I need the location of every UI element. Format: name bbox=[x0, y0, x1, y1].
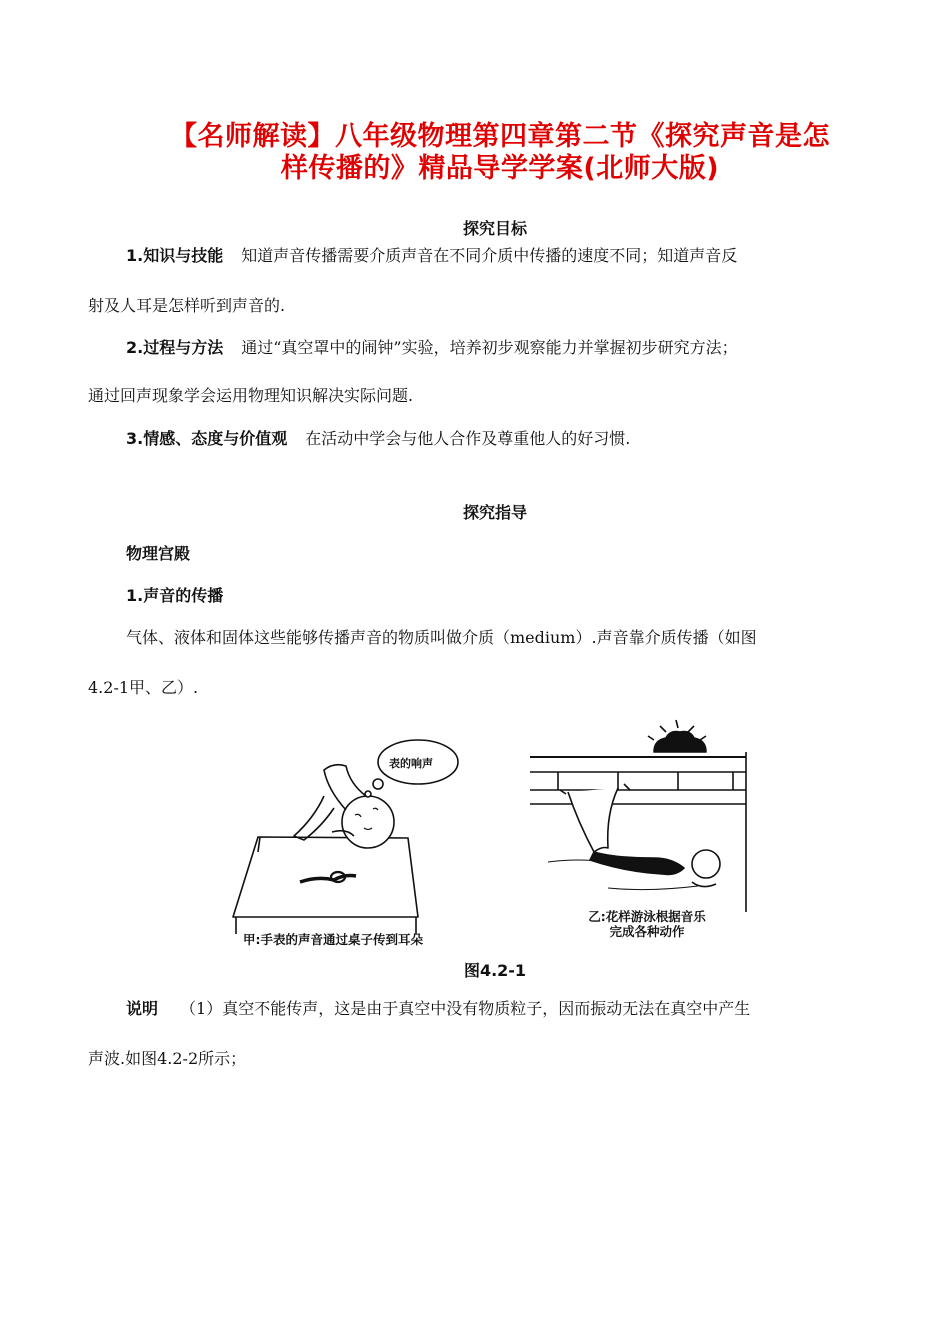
note-line-1 bbox=[126, 998, 906, 1020]
goal-item-1 bbox=[126, 245, 906, 267]
document-title-line-1: 【名师解读】八年级物理第四章第二节《探究声音是怎 bbox=[170, 121, 830, 152]
section-heading-guide: 探究指导 bbox=[462, 503, 527, 522]
goal-item-2-continuation: 通过回声现象学会运用物理知识解决实际问题. bbox=[88, 386, 414, 405]
figure-bubble-text: 表的响声 bbox=[389, 757, 433, 770]
goal-text: 在活动中学会与他人合作及尊重他人的好习惯. bbox=[305, 429, 631, 448]
figure-caption-b-line-1: 乙:花样游泳根据音乐 bbox=[588, 909, 706, 924]
goal-label: 2.过程与方法 bbox=[126, 338, 224, 357]
goal-label: 1.知识与技能 bbox=[126, 246, 224, 265]
guide-paragraph-line-2: 4.2-1甲、乙）. bbox=[88, 678, 199, 697]
goal-item-2 bbox=[126, 337, 906, 359]
figure-caption-b-line-2: 完成各种动作 bbox=[609, 924, 685, 939]
figure-title: 图4.2-1 bbox=[463, 961, 527, 980]
figure-caption-a: 甲:手表的声音通过桌子传到耳朵 bbox=[243, 932, 423, 947]
guide-paragraph-line-1: 气体、液体和固体这些能够传播声音的物质叫做介质（medium）.声音靠介质传播（如图 bbox=[126, 628, 757, 647]
figure-b-swimming-scene bbox=[530, 720, 746, 912]
goal-item-1-continuation: 射及人耳是怎样听到声音的. bbox=[88, 296, 286, 315]
goal-label: 3.情感、态度与价值观 bbox=[126, 429, 288, 448]
note-line-2: 声波.如图4.2-2所示； bbox=[88, 1049, 247, 1068]
topic-heading: 1.声音的传播 bbox=[126, 586, 224, 605]
figure-caption-b bbox=[572, 909, 722, 939]
note-text: （1）真空不能传声，这是由于真空中没有物质粒子，因而振动无法在真空中产生 bbox=[180, 999, 751, 1018]
note-label: 说明 bbox=[126, 999, 159, 1018]
goal-text: 通过“真空罩中的闹钟”实验，培养初步观察能力并掌握初步研究方法； bbox=[241, 338, 738, 357]
document-title-line-2: 样传播的》精品导学学案(北师大版) bbox=[280, 153, 720, 184]
goal-item-3 bbox=[126, 428, 906, 450]
subheading: 物理宫殿 bbox=[126, 544, 191, 563]
goal-text: 知道声音传播需要介质声音在不同介质中传播的速度不同；知道声音反 bbox=[241, 246, 738, 265]
section-heading-goals: 探究目标 bbox=[462, 219, 527, 238]
